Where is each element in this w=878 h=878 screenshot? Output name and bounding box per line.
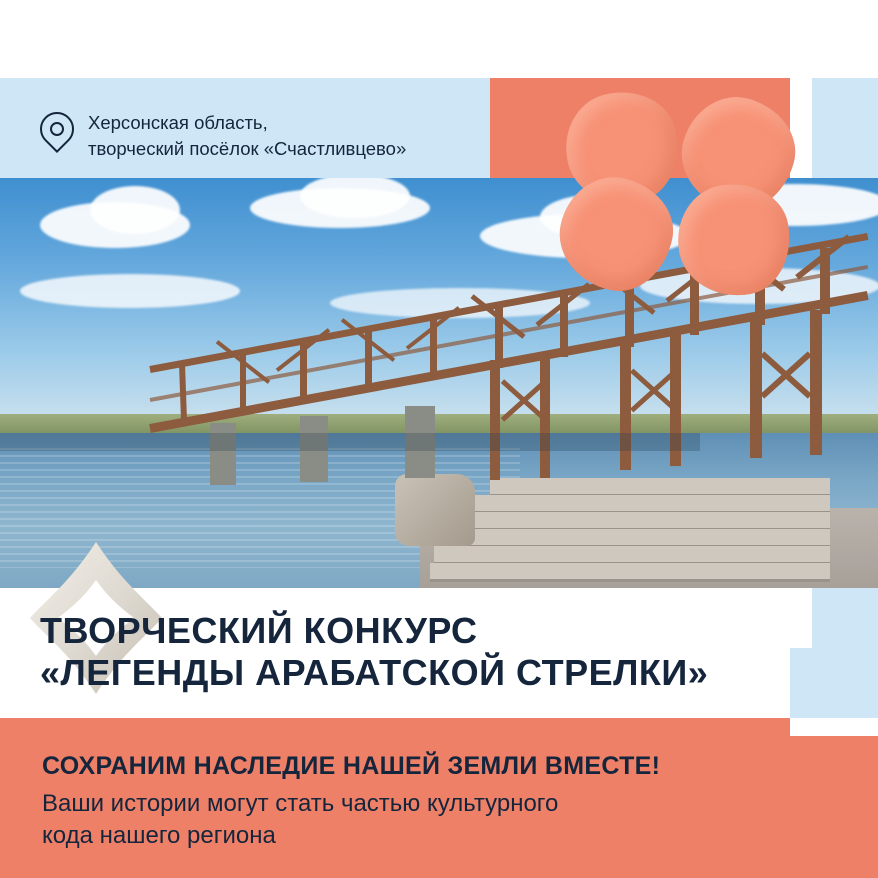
location-line-1: Херсонская область, (88, 112, 268, 133)
contest-title (40, 610, 708, 695)
bridge-leg (810, 310, 822, 455)
header-band (0, 0, 878, 78)
decor-blue-square-bottom (790, 648, 878, 718)
footer-white-notch (790, 718, 878, 736)
location-text (88, 108, 406, 162)
footer-subtext-line-2: кода нашего региона (42, 821, 276, 849)
decor-blue-square-top (812, 588, 878, 648)
four-petal-salt-flower-icon (560, 92, 810, 292)
contest-title-line-1: ТВОРЧЕСКИЙ КОНКУРС (40, 610, 478, 651)
photo-bridge-reflection (0, 433, 700, 451)
location-block (40, 108, 406, 162)
footer-subtext-line-1: Ваши истории могут стать частью культурного (42, 790, 559, 817)
bridge-post (179, 364, 187, 420)
band-blue-right (812, 78, 878, 178)
photo-step (430, 563, 830, 582)
footer-subtext (42, 788, 558, 851)
bridge-leg (750, 318, 762, 458)
footer-headline: СОХРАНИМ НАСЛЕДИЕ НАШЕЙ ЗЕМЛИ ВМЕСТЕ! (42, 752, 661, 780)
bridge-leg (490, 360, 500, 480)
flower-petal (669, 175, 799, 305)
map-pin-icon (33, 105, 81, 153)
location-line-2: творческий посёлок «Счастливцево» (88, 137, 407, 159)
photo-cloud (90, 186, 180, 234)
contest-title-line-2: «ЛЕГЕНДЫ АРАБАТСКОЙ СТРЕЛКИ» (40, 652, 709, 694)
